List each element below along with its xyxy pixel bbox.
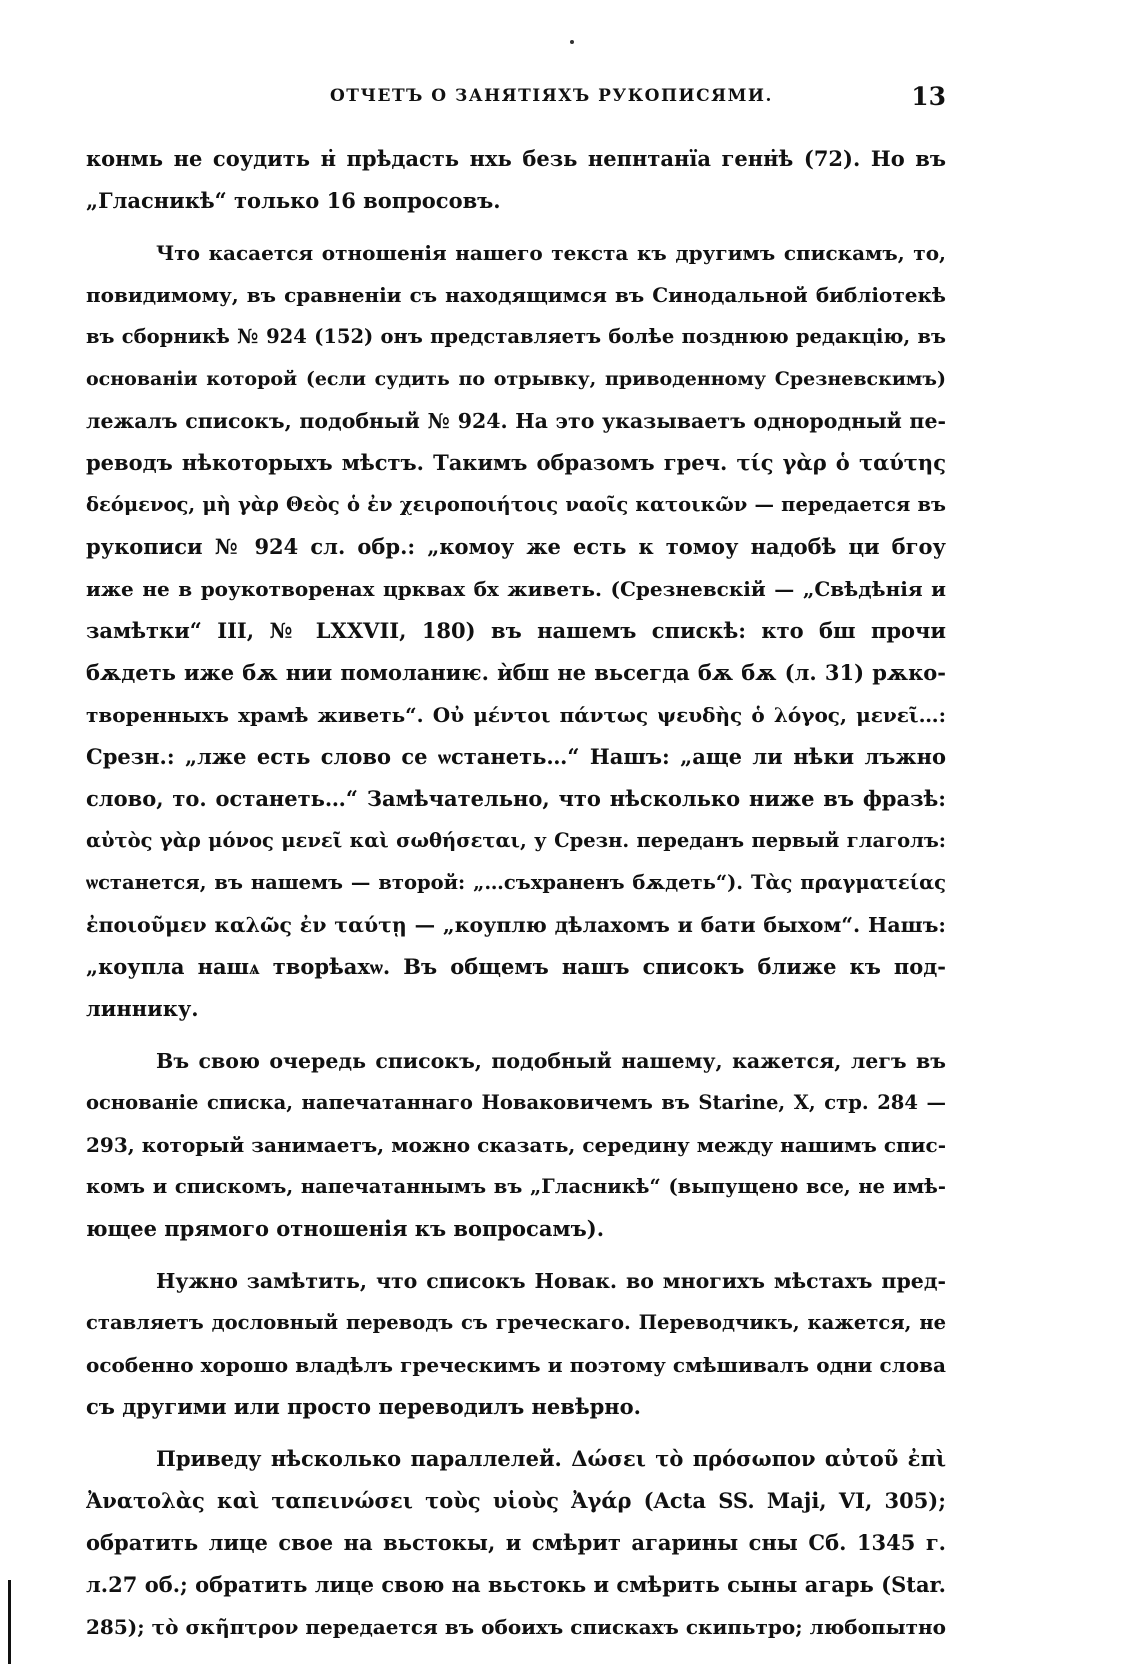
text-line: творенныхъ храмѣ живеть“. Οὐ μέντοι πάντως ψευδὴς ὁ λόγος, μενεῖ…: <box>86 703 946 727</box>
speck-mark <box>570 40 574 44</box>
text-line: ющее прямого отношенія къ вопросамъ). <box>86 1216 605 1241</box>
text-line: особенно хорошо владѣлъ греческимъ и поэтому смѣшивалъ одни слова <box>86 1353 946 1377</box>
text-line: слово, то. останеть…“ Замѣчательно, что нѣсколько ниже въ фразѣ: <box>86 786 946 811</box>
body-text <box>86 138 946 1648</box>
text-line: „Гласникѣ“ только 16 вопросовъ. <box>86 188 501 213</box>
text-line: рукописи № 924 сл. обр.: „комоу же есть к томоу надобѣ ци бгоу <box>86 534 946 559</box>
running-head <box>86 82 946 112</box>
text-line: съ другими или просто переводилъ невѣрно. <box>86 1394 641 1419</box>
text-line: 285); τὸ σκῆπτρον передается въ обоихъ спискахъ скипьтро; любопытно <box>86 1615 946 1639</box>
running-title: ОТЧЕТЪ О ЗАНЯТІЯХЪ РУКОПИСЯМИ. <box>330 86 773 106</box>
text-line: бѫдеть иже бѫ нии помоланиѥ. ѝбш не вьсегда бѫ бѫ (л. 31) рѫко- <box>86 660 946 685</box>
text-line: повидимому, въ сравненіи съ находящимся въ Синодальной библіотекѣ <box>86 283 946 307</box>
text-line: иже не в роукотворенах црквах бх живеть. (Срезневскій — „Свѣдѣнія и <box>86 577 946 601</box>
text-line: Что касается отношенія нашего текста къ другимъ спискамъ, то, <box>156 241 946 265</box>
text-line: комъ и спискомъ, напечатаннымъ въ „Гласникѣ“ (выпущено все, не имѣ- <box>86 1175 946 1198</box>
text-line: 293, который занимаетъ, можно сказать, середину между нашимъ спис- <box>86 1133 946 1157</box>
text-line: лежалъ списокъ, подобный № 924. На это указываетъ однородный пе- <box>86 409 946 433</box>
text-line: ѡстанется, въ нашемъ — второй: „…съхраненъ бѫдеть“). Τὰς πραγματείας <box>86 871 946 894</box>
text-line: л.27 об.; обратить лице свою на вьстокь и смѣрить сыны агарь (Star. <box>86 1572 946 1597</box>
page-number: 13 <box>911 82 946 111</box>
text-line: линнику. <box>86 996 199 1021</box>
text-line: основаніе списка, напечатаннаго Новаковичемъ въ Starine, X, стр. 284 — <box>86 1091 946 1114</box>
text-line: δεόμενος, μὴ γὰρ Θεὸς ὁ ἐν χειροποιήτοις ναοῖς κατοικῶν — передается въ <box>86 493 946 516</box>
text-line: ставляетъ дословный переводъ съ греческаго. Переводчикъ, кажется, не <box>86 1311 946 1334</box>
text-line: реводъ нѣкоторыхъ мѣстъ. Такимъ образомъ греч. τίς γὰρ ὁ ταύτης <box>86 450 946 475</box>
paragraph <box>86 1040 946 1250</box>
text-line: Срезн.: „лже есть слово се ѡстанеть…“ Нашъ: „аще ли нѣки лъжно <box>86 744 946 769</box>
text-line: ἐποιοῦμεν καλῶς ἐν ταύτῃ — „коуплю дѣлахомъ и бати быхом“. Нашъ: <box>86 913 946 937</box>
paragraph <box>86 232 946 1030</box>
text-line: конмь не соудить н̇ прѣдасть нхь безь непнтанїа генн̇ѣ (72). Но въ <box>86 146 946 171</box>
text-line: Ἀνατολὰς καὶ ταπεινώσει τοὺς υἱοὺς Ἀγάρ (Acta SS. Maji, VI, 305); <box>86 1488 946 1513</box>
binding-edge-mark <box>8 1580 11 1664</box>
text-line: Приведу нѣсколько параллелей. Δώσει τὸ πρόσωπον αὐτοῦ ἐπὶ <box>156 1446 946 1471</box>
text-line: „коупла нашѧ творѣахѡ. Въ общемъ нашъ списокъ ближе къ под- <box>86 954 946 979</box>
text-line: αὐτὸς γὰρ μόνος μενεῖ καὶ σωθήσεται, у Срезн. переданъ первый глаголъ: <box>86 829 946 852</box>
text-line: въ сборникѣ № 924 (152) онъ представляетъ болѣе позднюю редакцію, въ <box>86 325 946 348</box>
text-line: Въ свою очередь списокъ, подобный нашему, кажется, легъ въ <box>156 1049 946 1073</box>
text-line: замѣтки“ III, № LXXVII, 180) въ нашемъ спискѣ: кто бш прочи <box>86 618 946 643</box>
text-line: обратить лице свое на вьстокы, и смѣрит агарины сны Сб. 1345 г. <box>86 1530 946 1555</box>
paragraph <box>86 1260 946 1428</box>
text-line: Нужно замѣтить, что списокъ Новак. во многихъ мѣстахъ пред- <box>156 1269 946 1293</box>
paragraph <box>86 1438 946 1648</box>
paragraph <box>86 138 946 222</box>
text-line: основаніи которой (если судить по отрывку, приводенному Срезневскимъ) <box>86 368 946 390</box>
